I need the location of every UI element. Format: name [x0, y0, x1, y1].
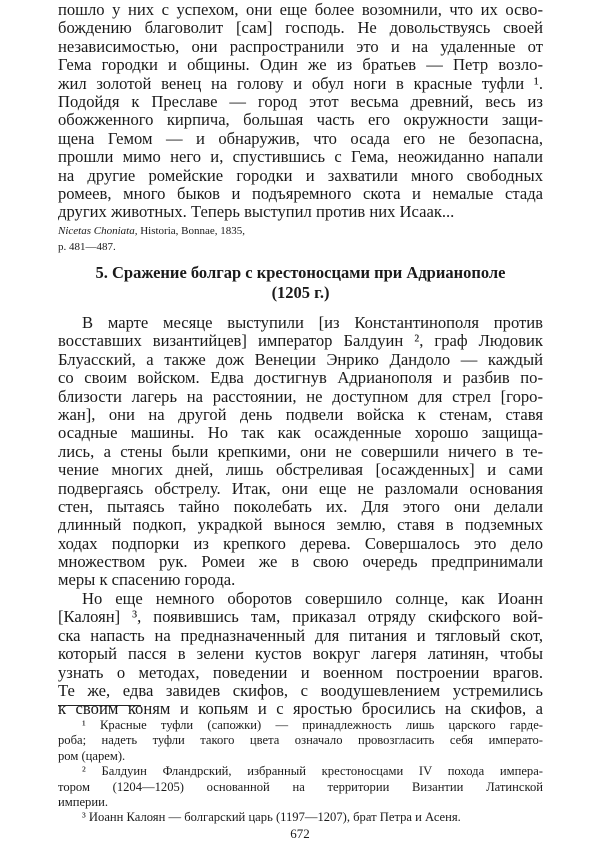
text-line: ромеев, много быков и подъяремного скота и немалые стада [58, 183, 543, 203]
paragraph [58, 590, 543, 719]
citation-work: Historia, Bonnae, 1835, [137, 225, 245, 237]
section-heading-date: (1205 г.) [271, 283, 330, 302]
text-line: Гема городки и общины. Один же из братьев — Петр возло- [58, 55, 543, 75]
footnote [58, 764, 543, 810]
text-line: [Калоян] ³, появившись там, приказал отряду скифского вой- [58, 607, 543, 627]
paragraph [58, 314, 543, 590]
text-line: обожженного кирпича, большая часть его окружности защи- [58, 110, 543, 130]
text-line: подвергаясь обстрелу. Итак, они еще не разломали основания [58, 478, 543, 498]
text-line: к своим коням и копьям и с яростью бросились на скифов, а [58, 699, 543, 719]
text-line: восставших византийцев] император Балдуин ², граф Людовик [58, 331, 543, 351]
text-line: который пасся в зелени кустов вокруг лагеря латинян, чтобы [58, 644, 543, 664]
footnote-line: ¹ Красные туфли (сапожки) — принадлежность лишь царского гарде- [82, 718, 543, 732]
footnote-line: тором (1204—1205) основанной на территории Византии Латинской [58, 779, 543, 794]
section-heading-title: 5. Сражение болгар с крестоносцами при Адрианополе [95, 263, 506, 282]
text-line: Блуасский, а также дож Венеции Энрико Дандоло — каждый [58, 349, 543, 369]
citation-author: Nicetas Choniata, [58, 225, 138, 237]
footnote-line: роба; надеть туфли такого цвета означало провозгласить себя императо- [58, 733, 543, 748]
section-heading [58, 263, 543, 303]
text-line: лись, а стены были крепкими, они не совершили ничего в те- [58, 441, 543, 461]
citation-pages: p. 481—487. [58, 241, 116, 253]
text-line: прошли мимо него и, спустившись с Гема, неожиданно напали [58, 147, 543, 167]
text-line: на другие ромейские городки и захватили много свободных [58, 165, 543, 185]
footnotes [58, 718, 543, 826]
text-line: пошло у них с успехом, они еще более возомнили, что их осво- [58, 0, 543, 19]
text-line: длинный подкоп, украдкой вынося землю, ставя в подземных [58, 515, 543, 535]
source-citation [58, 223, 543, 255]
text-line: меры к спасению города. [58, 570, 236, 590]
text-line: жан], они на другой день подвели войска к стенам, ставя [58, 404, 543, 424]
text-line: других животных. Теперь выступил против них Исаак... [58, 202, 455, 222]
text-line: Те же, едва завидев скифов, с воодушевлением устремились [58, 680, 543, 700]
text-line: В марте месяце выступили [из Константинополя против [82, 313, 543, 332]
text-line: ходах подпорки из крепкого дерева. Совершалось это дело [58, 533, 543, 553]
text-line: бождению благоволит [сам] господь. Не довольствуясь своей [58, 18, 543, 38]
text-line: осадные машины. Но так как осажденные хорошо защища- [58, 423, 543, 443]
footnote [58, 718, 543, 764]
text-line: независимостью, они распространили это и на удаленные от [58, 36, 543, 56]
text-line: стен, пытаясь тайно поколебать их. Для этого они делали [58, 496, 543, 516]
text-line: узнать о методах, поведении и военном построении врагов. [58, 662, 543, 682]
text-line: ска напасть на предназначенный для питания и тягловый скот, [58, 625, 543, 645]
text-line: близости лагерь на расстоянии, не доступном для стрел [горо- [58, 386, 543, 406]
footnote-line: ² Балдуин Фландрский, избранный крестоносцами IV похода импера- [82, 764, 543, 779]
footnote [58, 810, 543, 825]
page-number: 672 [290, 826, 310, 841]
text-line: жил золотой венец на голову и обул ноги в красные туфли ¹. [58, 73, 543, 93]
footnote-line: империи. [58, 794, 108, 809]
paragraph [58, 1, 543, 222]
footnote-line: ³ Иоанн Калоян — болгарский царь (1197—1207), брат Петра и Асеня. [82, 810, 461, 825]
text-line: щена Гемом — и обнаружив, что осада его не безопасна, [58, 128, 543, 148]
footnote-divider [58, 705, 141, 706]
text-line: Подойдя к Преславе — город этот весьма древний, весь из [58, 91, 543, 111]
footnote-line: ром (царем). [58, 748, 126, 763]
text-line: чение многих дней, лишь обстреливая [осажденных] и сами [58, 460, 543, 480]
text-line: множеством рук. Ромеи же в свою очередь предпринимали [58, 552, 543, 572]
text-line: Но еще немного оборотов совершило солнце, как Иоанн [82, 589, 543, 608]
text-line: со своим войском. Едва достигнув Адрианополя и разбив по- [58, 368, 543, 388]
